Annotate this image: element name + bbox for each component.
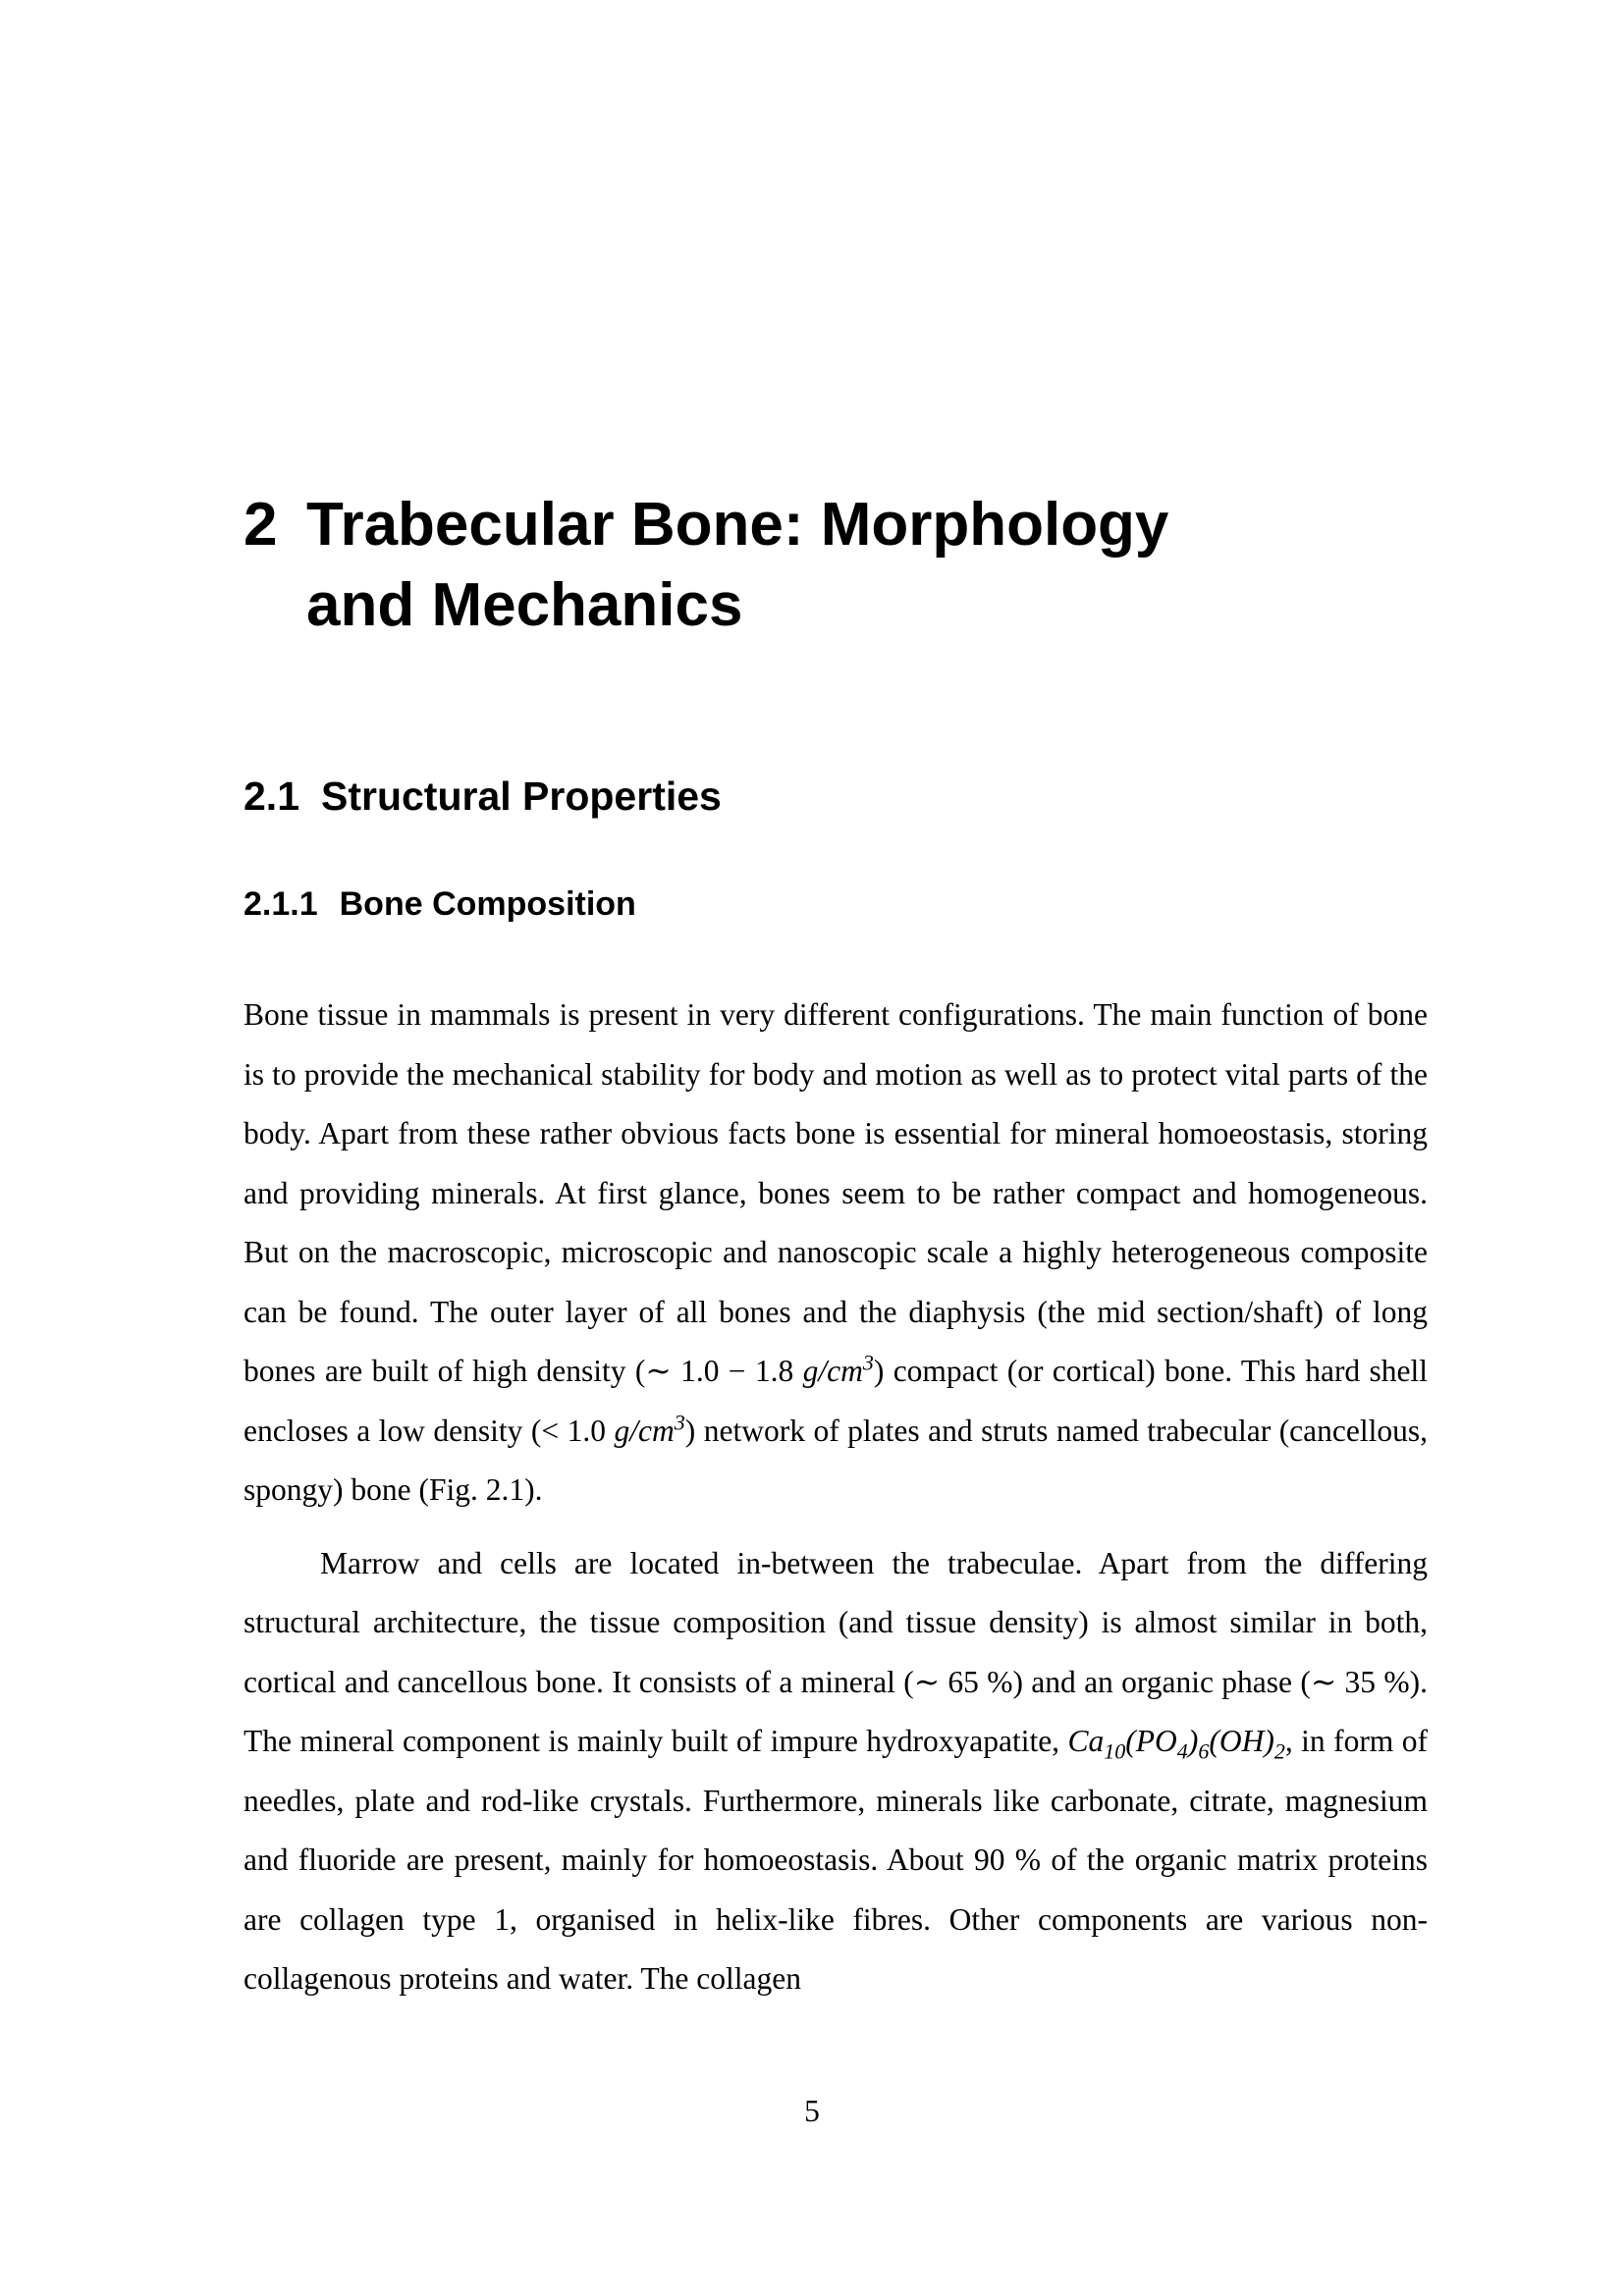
density-high-value: ∼ 1.0 − 1.8 — [645, 1354, 794, 1388]
density-unit-high: $g/cm^3$ — [802, 1350, 874, 1388]
paragraph-2-text-b: ) and an organic phase ( — [1012, 1664, 1311, 1699]
paragraph-1-text-b: compact (or cortical) bone. This hard shell encloses a low density ( — [244, 1354, 1429, 1448]
paragraph-1-text-c: network of plates and struts named trabecular (cancellous, spongy) bone (Fig. 2.1). — [244, 1413, 1428, 1507]
paragraph-2-text-c: ). The mineral component is mainly built of impure hydroxyapatite, — [244, 1664, 1428, 1758]
mineral-percent: ∼ 65 % — [913, 1664, 1013, 1699]
density-unit-low: $g/cm^3$ — [614, 1410, 685, 1448]
paragraph-2-text-d: , in form of needles, plate and rod-like crystals. Furthermore, minerals like carbonate, citrate, magnesium and fluoride are present, mainly for homoeostasis. About 90 % of the organic matrix proteins are collagen type 1, organised in helix-like fibres. Other components are various non-collagenous proteins and water. The collagen — [244, 1724, 1428, 1996]
organic-percent: ∼ 35 % — [1310, 1664, 1410, 1699]
paragraph-2 — [244, 1534, 1428, 2009]
paragraph-1-text-a: Bone tissue in mammals is present in very different configurations. The main function of bone is to provide the mechanical stability for body and motion as well as to protect vital parts of the body. Apart from these rather obvious facts bone is essential for mineral homoeostasis, storing and providing minerals. At first glance, bones seem to be rather compact and homogeneous. But on the macroscopic, microscopic and nanoscopic scale a highly heterogeneous composite can be found. The outer layer of all bones and the diaphysis (the mid section/shaft) of long bones are built of high density ( — [244, 997, 1428, 1388]
section-heading — [244, 770, 722, 823]
density-low-value: < 1.0 — [541, 1413, 606, 1448]
chapter-heading — [244, 485, 1422, 646]
chapter-title: Trabecular Bone: Morphology and Mechanics — [306, 491, 1169, 639]
paragraph-2-text-a: Marrow and cells are located in-between the trabeculae. Apart from the differing structural architecture, the tissue composition (and tissue density) is almost similar in both, cortical and cancellous bone. It consists of a mineral ( — [244, 1545, 1428, 1699]
page-number: 5 — [804, 2094, 820, 2128]
subsection-title: Bone Composition — [339, 885, 636, 923]
hydroxyapatite-formula: $Ca_{10}(PO_4)_6(OH)_2$ — [1067, 1724, 1285, 1764]
subsection-heading — [244, 882, 636, 926]
subsection-number: 2.1.1 — [244, 885, 318, 923]
section-title: Structural Properties — [321, 774, 722, 819]
section-number: 2.1 — [244, 774, 299, 819]
chapter-number: 2 — [244, 491, 278, 559]
body-text — [244, 986, 1428, 2009]
paragraph-1: Bone tissue in mammals is present in very different configurations. The main function of bone is to provide the mechanical stability for body and motion as well as to protect vital parts of the body. Apart from these rather obvious facts bone is essential for mineral homoeostasis, storing and providing minerals. At first glance, bones seem to be rather compact and homogeneous. But on the macroscopic, microscopic and nanoscopic scale a highly heterogeneous composite can be found. The outer layer of all bones and the diaphysis (the mid section/shaft) of long bones are built of high density (∼ 1.0 − 1.8 $g/cm^3$) compact (or cortical) bone. This hard shell encloses a low density (< 1.0 $g/cm^3$) network of plates and struts named trabecular (cancellous, spongy) bone (Fig. 2.1). — [244, 997, 1429, 1507]
